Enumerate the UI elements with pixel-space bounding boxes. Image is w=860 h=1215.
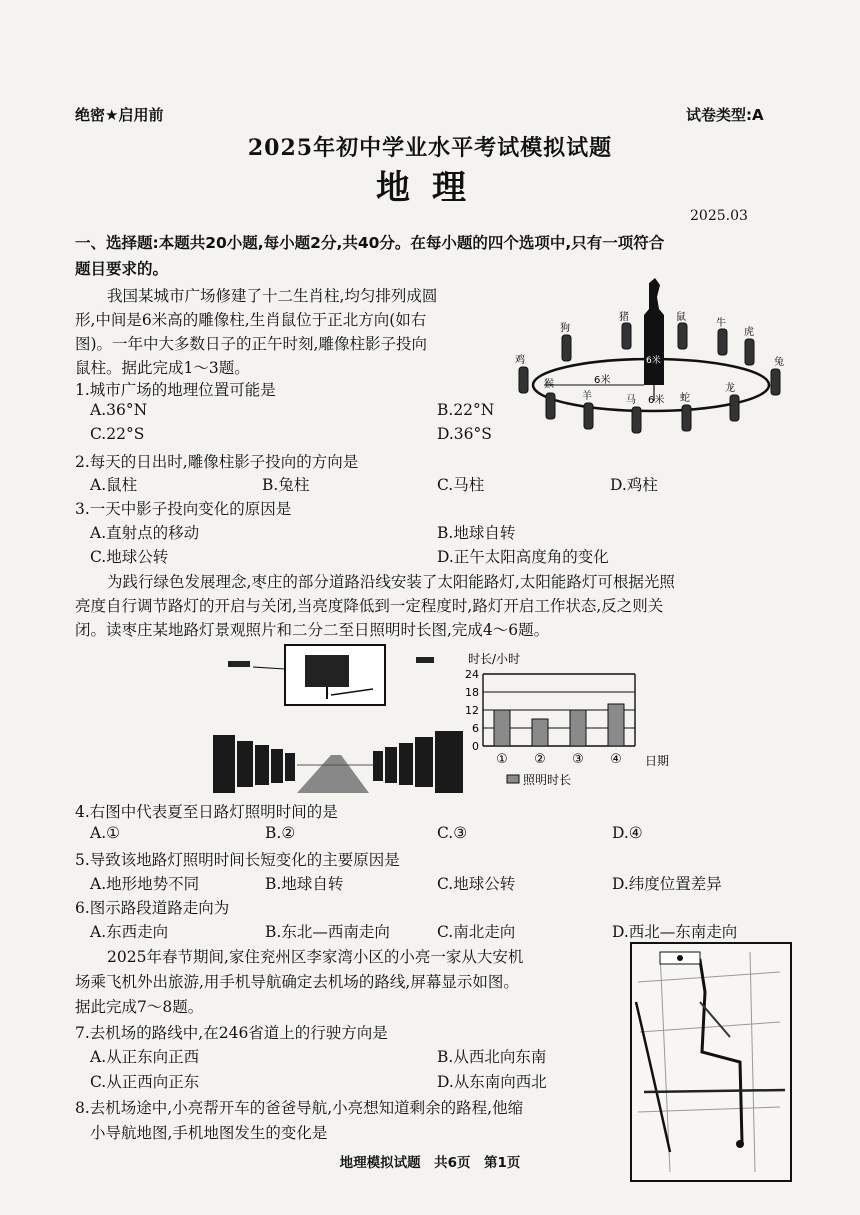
dimension-label: 6米: [646, 356, 661, 366]
street-lamp-photo: [213, 643, 463, 793]
question-1: 1.城市广场的地理位置可能是: [75, 381, 276, 399]
q1-option-a: A.36°N: [90, 401, 148, 419]
passage3-line: 场乘飞机外出旅游,用手机导航确定去机场的路线,屏幕显示如图。: [75, 973, 519, 991]
q5-option-b: B.地球自转: [265, 875, 344, 893]
zodiac-label: 兔: [774, 357, 784, 368]
subject-title: 地理: [376, 168, 488, 208]
zodiac-label: 龙: [725, 383, 735, 394]
q2-option-b: B.兔柱: [262, 476, 310, 494]
zodiac-label: 狗: [560, 323, 570, 334]
q4-option-a: A.①: [90, 824, 121, 842]
q7-option-c: C.从正西向正东: [90, 1073, 200, 1091]
q2-option-d: D.鸡柱: [610, 476, 658, 494]
passage3-line: 2025年春节期间,家住兖州区李家湾小区的小亮一家从大安机: [107, 948, 524, 966]
q7-option-d: D.从东南向西北: [437, 1073, 547, 1091]
passage2-line: 闭。读枣庄某地路灯景观照片和二分二至日照明时长图,完成4～6题。: [75, 621, 550, 639]
passage1-line: 我国某城市广场修建了十二生肖柱,均匀排列成圆: [107, 287, 438, 305]
zodiac-label: 猴: [544, 379, 554, 390]
lighting-duration-chart: [455, 648, 670, 793]
exam-date: 2025.03: [690, 208, 748, 224]
chart-legend-label: 照明时长: [523, 773, 572, 787]
q3-option-a: A.直射点的移动: [90, 524, 200, 542]
legend-swatch: [507, 775, 519, 783]
chart-x-tick: ③: [572, 752, 584, 767]
page-footer: 地理模拟试题 共6页 第1页: [339, 1155, 521, 1171]
q2-option-c: C.马柱: [437, 476, 485, 494]
zodiac-label: 马: [626, 395, 636, 406]
zodiac-label: 猪: [619, 312, 629, 323]
chart-y-tick: 24: [465, 668, 479, 681]
passage2-line: 亮度自行调节路灯的开启与关闭,当亮度降低到一定程度时,路灯开启工作状态,反之则关: [75, 597, 664, 615]
question-3: 3.一天中影子投向变化的原因是: [75, 500, 292, 518]
chart-x-tick: ①: [496, 752, 508, 767]
passage1-line: 鼠柱。据此完成1～3题。: [75, 359, 250, 377]
question-4: 4.右图中代表夏至日路灯照明时间的是: [75, 803, 338, 821]
passage3-line: 据此完成7～8题。: [75, 998, 204, 1016]
zodiac-label: 鸡: [515, 355, 525, 366]
zodiac-label: 虎: [744, 327, 754, 338]
q6-option-a: A.东西走向: [90, 923, 169, 941]
question-6: 6.图示路段道路走向为: [75, 899, 230, 917]
q4-option-d: D.④: [612, 824, 643, 842]
passage1-line: 形,中间是6米高的雕像柱,生肖鼠位于正北方向(如右: [75, 311, 427, 329]
q4-option-c: C.③: [437, 824, 468, 842]
navigation-map: [630, 942, 792, 1182]
question-2: 2.每天的日出时,雕像柱影子投向的方向是: [75, 453, 359, 471]
passage2-line: 为践行绿色发展理念,枣庄的部分道路沿线安装了太阳能路灯,太阳能路灯可根据光照: [107, 573, 675, 591]
section-heading: 一、选择题:本题共20小题,每小题2分,共40分。在每小题的四个选项中,只有一项符合: [75, 234, 665, 252]
q2-option-a: A.鼠柱: [90, 476, 138, 494]
q3-option-c: C.地球公转: [90, 548, 169, 566]
confidential-mark: 绝密★启用前: [75, 106, 164, 124]
zodiac-label: 鼠: [676, 312, 686, 323]
section-heading-cont: 题目要求的。: [75, 260, 169, 278]
chart-y-tick: 0: [472, 740, 479, 753]
q6-option-d: D.西北—东南走向: [612, 923, 738, 941]
q6-option-c: C.南北走向: [437, 923, 516, 941]
q4-option-b: B.②: [265, 824, 296, 842]
chart-bar: [494, 710, 510, 746]
chart-y-axis-label: 时长/小时: [468, 652, 521, 666]
exam-title: 2025年初中学业水平考试模拟试题: [247, 135, 613, 161]
zodiac-label: 羊: [582, 391, 592, 402]
question-5: 5.导致该地路灯照明时间长短变化的主要原因是: [75, 851, 400, 869]
paper-type: 试卷类型:A: [686, 106, 764, 124]
q7-option-b: B.从西北向东南: [437, 1048, 547, 1066]
passage1-line: 图)。一年中大多数日子的正午时刻,雕像柱影子投向: [75, 335, 427, 353]
q3-option-b: B.地球自转: [437, 524, 516, 542]
q5-option-d: D.纬度位置差异: [612, 875, 722, 893]
question-7: 7.去机场的路线中,在246省道上的行驶方向是: [75, 1024, 388, 1042]
dimension-label: 6米: [594, 375, 611, 386]
chart-y-tick: 18: [465, 686, 479, 699]
chart-x-axis-label: 日期: [645, 754, 670, 768]
question-8: 8.去机场途中,小亮帮开车的爸爸导航,小亮想知道剩余的路程,他缩: [75, 1099, 524, 1117]
q7-option-a: A.从正东向正西: [90, 1048, 200, 1066]
chart-bar: [532, 719, 548, 746]
chart-y-tick: 6: [472, 722, 479, 735]
q1-option-b: B.22°N: [437, 401, 495, 419]
q1-option-c: C.22°S: [90, 425, 145, 443]
q5-option-c: C.地球公转: [437, 875, 516, 893]
chart-bar: [608, 704, 624, 746]
chart-bar: [570, 710, 586, 746]
zodiac-label: 牛: [716, 318, 726, 329]
q5-option-a: A.地形地势不同: [90, 875, 200, 893]
question-8-cont: 小导航地图,手机地图发生的变化是: [90, 1124, 328, 1142]
zodiac-pillar-figure: [508, 275, 793, 435]
q3-option-d: D.正午太阳高度角的变化: [437, 548, 609, 566]
zodiac-label: 蛇: [680, 393, 690, 404]
chart-x-tick: ②: [534, 752, 546, 767]
q6-option-b: B.东北—西南走向: [265, 923, 390, 941]
q1-option-d: D.36°S: [437, 425, 492, 443]
dimension-label: 6米: [648, 395, 665, 406]
chart-x-tick: ④: [610, 752, 622, 767]
chart-y-tick: 12: [465, 704, 479, 717]
